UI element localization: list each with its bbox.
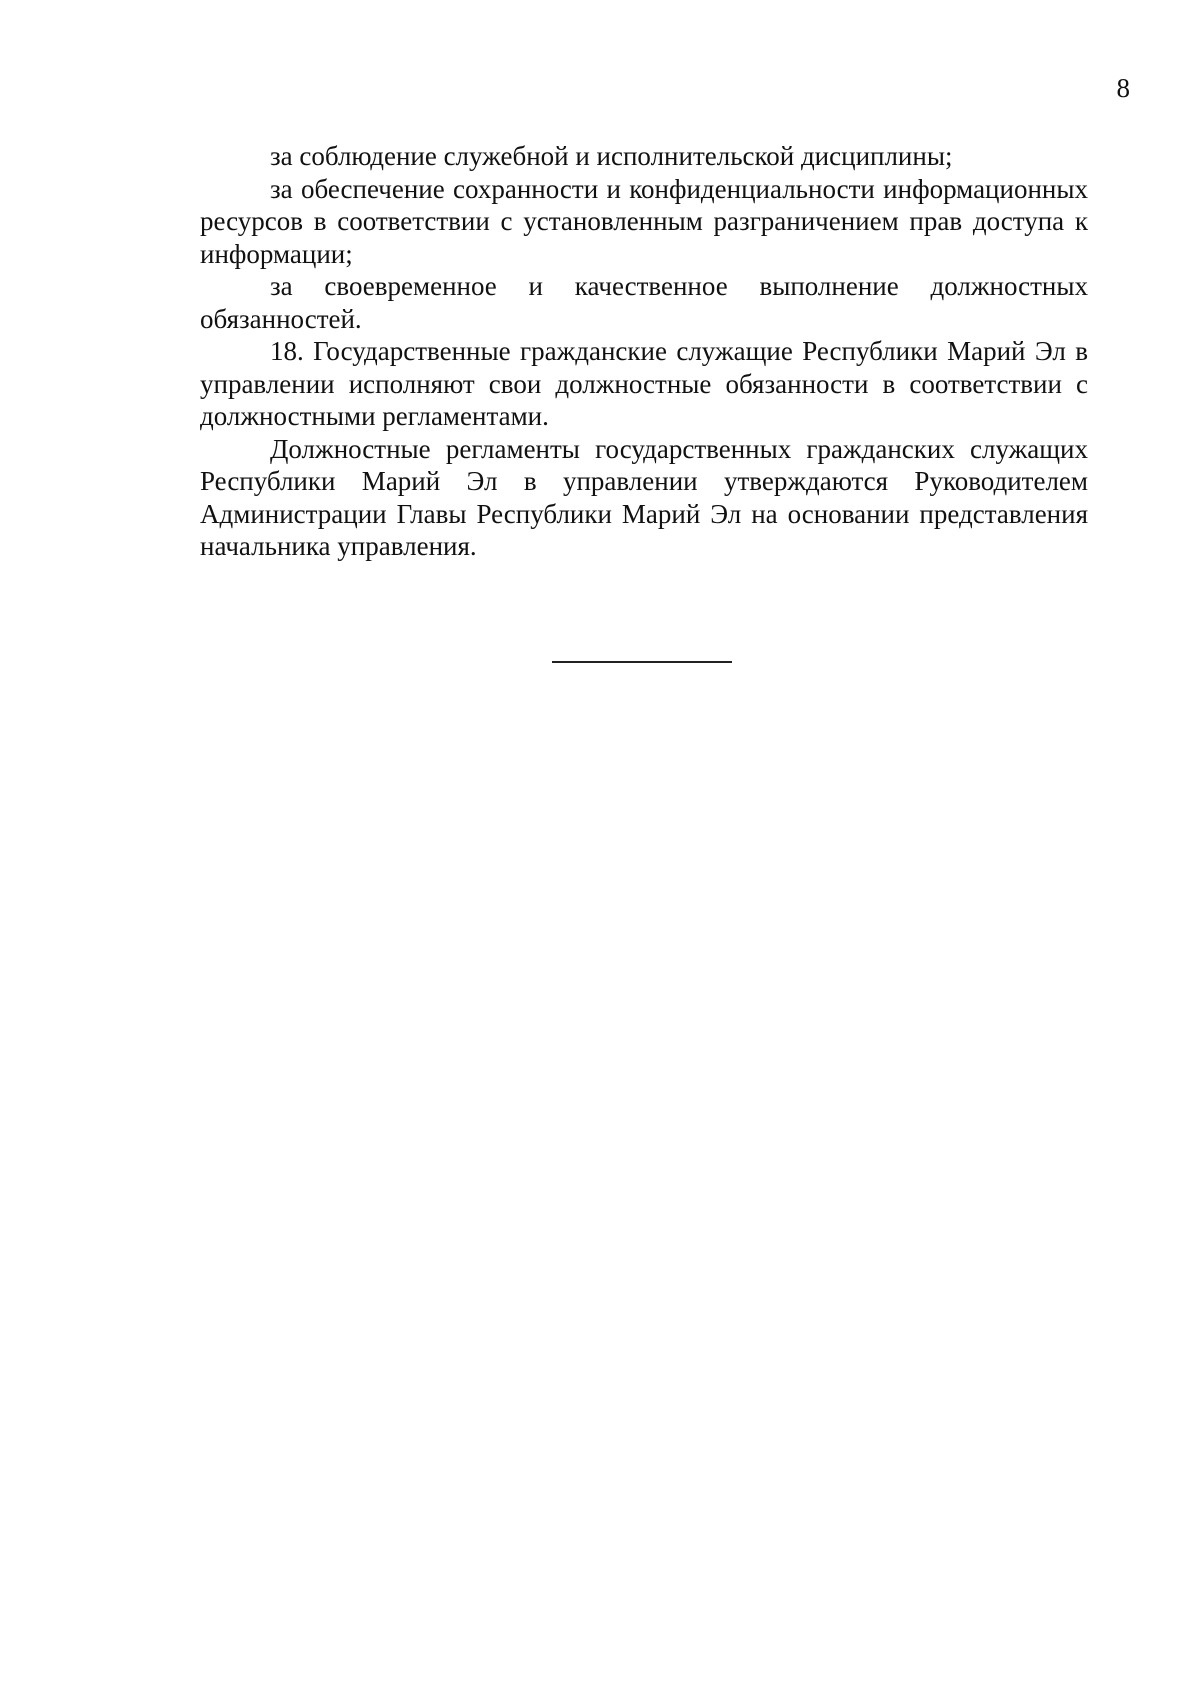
paragraph-duties: за своевременное и качественное выполнение должностных обязанностей. [200,271,1088,334]
page-number: 8 [1116,73,1130,103]
paragraph-discipline: за соблюдение служебной и исполнительской дисциплины; [270,141,953,171]
paragraph-regulations: Должностные регламенты государственных гражданских служащих Республики Марий Эл в управлении утверждаются Руководителем Администрации Главы Республики Марий Эл на основании представления начальника управления. [200,433,1088,561]
paragraph-confidentiality: за обеспечение сохранности и конфиденциальности информационных ресурсов в соответствии с установленным разграничением прав доступа к информации; [200,173,1088,269]
closing-divider [552,661,732,663]
paragraph-item-18: 18. Государственные гражданские служащие Республики Марий Эл в управлении исполняют свои должностные обязанности в соответствии с должностными регламентами. [200,336,1088,431]
document-body [200,140,1088,563]
